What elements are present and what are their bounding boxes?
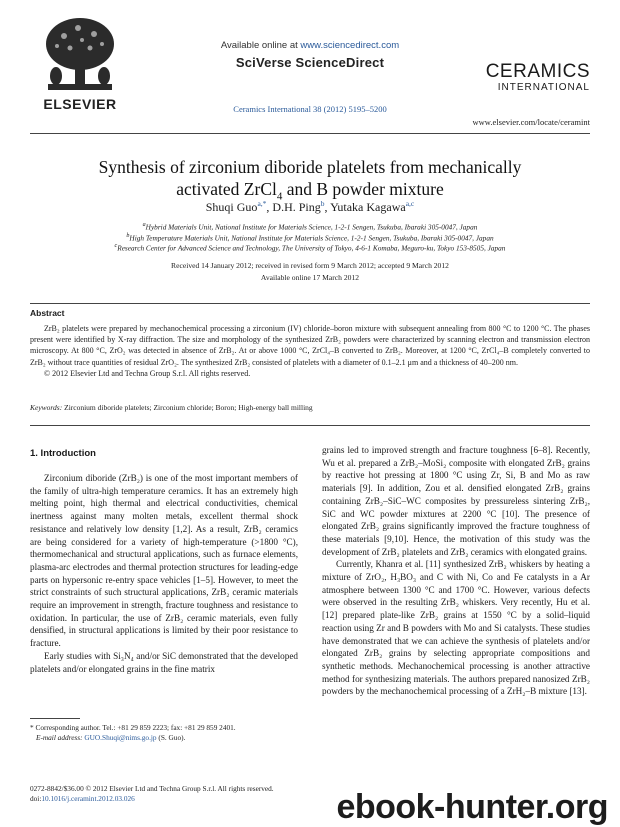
affiliation bbox=[40, 233, 580, 242]
author-affiliation-link[interactable]: a,c bbox=[405, 199, 415, 208]
abstract-text: ZrB₂ platelets were prepared by mechanochemical processing a zirconium (IV) chloride–boron mixture with subsequent annealing from 800 °C to 1200 °C. The phases present were identified by X-ray diffraction. The size and morphology of the synthesized ZrB₂ powders were characterized by scanning electron and transmission electron microscopy. At 800 °C, ZrO₂ was detected in absence of ZrB₂. At or above 1000 °C, ZrCl₄–B converted to ZrB₂. Moreover, at 1200 °C, ZrCl₄–B completely converted to ZrB₂ without trace quantities of residual ZrO₂. The synthesized ZrB₂ consisted of platelets with a diameter of 0.1–2.1 μm and a thickness of 40–200 nm. bbox=[30, 324, 590, 367]
email-label: E-mail address: bbox=[36, 733, 85, 742]
doi-label: doi: bbox=[30, 794, 42, 803]
sciencedirect-link[interactable]: www.sciencedirect.com bbox=[300, 40, 400, 51]
abstract-body bbox=[30, 323, 590, 379]
right-column bbox=[322, 444, 590, 698]
title-part: and B powder mixture bbox=[282, 179, 444, 199]
abstract-top-divider bbox=[30, 303, 590, 304]
availability-line bbox=[160, 40, 460, 51]
publisher-name: ELSEVIER bbox=[43, 96, 117, 112]
elsevier-logo bbox=[30, 14, 130, 118]
paragraph: Early studies with Si₃N₄ and/or SiC demonstrated that the developed platelets and/or elongated grains in the fine matrix bbox=[30, 650, 298, 674]
left-column bbox=[30, 472, 298, 675]
abstract-heading: Abstract bbox=[30, 308, 65, 318]
paragraph: Zirconium diboride (ZrB₂) is one of the most important members of the family of ultra-high temperature ceramics. It has an extremely high melting point, high thermal and electrical conductivities, chemical inertness against many molten metals, excellent thermal shock resistance and relatively low density [1,2]. As a result, ZrB₂ ceramics are being considered for a variety of high-temperature (>1800 °C), thermomechanical and structural applications, such as furnace elements, plasma-arc electrodes and thermal protection structures for leading-edge parts on hypersonic re-entry space vehicles [1–5]. However, to meet the strict constraints of such structural applications, ZrB₂ ceramic materials require an improvement in strength, fracture toughness and resistance to oxidation. In particular, the use of ZrB₂ ceramic materials, even fully densified, in structural applications is limited by their poor resistance to fracture. bbox=[30, 473, 298, 649]
author-affiliation-link[interactable]: b bbox=[320, 199, 325, 208]
journal-name-international: INTERNATIONAL bbox=[497, 82, 590, 93]
issn-copyright: 0272-8842/$36.00 © 2012 Elsevier Ltd and Techna Group S.r.l. All rights reserved. bbox=[30, 784, 274, 793]
journal-reference-link[interactable]: Ceramics International 38 (2012) 5195–5200 bbox=[233, 104, 387, 114]
paragraph: grains led to improved strength and fracture toughness [6–8]. Recently, Wu et al. prepared a ZrB₂–MoSi₂ composite with elongated ZrB₂ grains by reactive hot pressing at 1800 °C using Zr, Si, B and Mo as raw materials [9]. In addition, Zou et al. densified elongated ZrB₂ grains containing ZrB₂–SiC–WC composites by pressureless sintering ZrB₂, SiC and WC powder mixtures at 2200 °C [10]. The presence of elongated ZrB₂ grains significantly improved the fracture toughness of these materials [9,10]. Hence, the motivation of this study was the development of ZrB₂ platelets and ZrB₂ ceramics with elongated grains. bbox=[322, 445, 590, 557]
abstract-copyright: © 2012 Elsevier Ltd and Techna Group S.r.l. All rights reserved. bbox=[44, 368, 251, 378]
author-name: Yutaka Kagawa bbox=[330, 200, 406, 214]
affiliation-text: Research Center for Advanced Science and Technology, The University of Tokyo, 4-6-1 Komaba, Meguro-ku, Tokyo 153-8505, Japan bbox=[117, 243, 506, 253]
doi-link[interactable]: 10.1016/j.ceramint.2012.03.026 bbox=[41, 794, 135, 803]
paragraph: Currently, Khanra et al. [11] synthesized ZrB₂ whiskers by heating a mixture of ZrO₂, H₃BO₃ and C with Ni, Co and Fe catalysts in a Ar atmosphere between 1300 °C and 1700 °C. However, various defects were observed in the resulting ZrB₂ whiskers. Very recently, Hu et al. [12] prepared plate-like ZrB₂ grains at 1550 °C by a solid–liquid reaction using Zr and B powders with Mo and Si catalysts. These studies have demonstrated that we can achieve the synthesis of platelets and/or elongated ZrB₂ grains by selecting appropriate compositions and synthetic methods. Mechanochemical processing is another attractive method for synthesizing materials. The authors prepared nanosized ZrB₂ powders by the mechanochemical processing of a ZrH₂–B mixture [13]. bbox=[322, 559, 590, 697]
affiliation bbox=[40, 243, 580, 252]
author-name: Shuqi Guo bbox=[205, 200, 258, 214]
header-divider bbox=[30, 133, 590, 134]
author-list: Shuqi Guo$^{a,*}$, D.H. Ping$^b$, Yutaka Kagawa$^{a,c}$ bbox=[205, 199, 415, 214]
affiliation-marker: b bbox=[126, 233, 130, 239]
affiliation-text: High Temperature Materials Unit, National Institute for Materials Science, 1-2-1 Sengen, Tsukuba, Ibaraki 305-0047, Japan bbox=[129, 233, 494, 243]
affiliation-marker: c bbox=[114, 243, 118, 249]
keywords-label: Keywords: bbox=[30, 403, 63, 412]
email-suffix: (S. Guo). bbox=[156, 733, 186, 742]
journal-name-ceramics: CERAMICS bbox=[485, 61, 590, 82]
availability-text: Available online at bbox=[220, 40, 301, 51]
online-date: Available online 17 March 2012 bbox=[260, 273, 360, 282]
email-line bbox=[30, 733, 310, 743]
title-line-1: Synthesis of zirconium diboride platelets from mechanically bbox=[98, 157, 522, 177]
elsevier-tree-icon bbox=[42, 14, 118, 94]
title-part: activated ZrCl bbox=[176, 179, 277, 199]
section-heading-introduction: 1. Introduction bbox=[30, 448, 96, 459]
platform-name: SciVerse ScienceDirect bbox=[235, 55, 385, 70]
watermark-text: ebook-hunter.org bbox=[336, 788, 608, 826]
footnote-divider bbox=[30, 718, 80, 719]
keywords-line bbox=[30, 403, 590, 412]
corresponding-author-text: * Corresponding author. Tel.: +81 29 859 2223; fax: +81 29 859 2401. bbox=[30, 723, 236, 732]
received-dates: Received 14 January 2012; received in revised form 9 March 2012; accepted 9 March 2012 bbox=[171, 261, 449, 270]
affiliation-marker: a bbox=[142, 222, 146, 228]
email-link[interactable]: GUO.Shuqi@nims.go.jp bbox=[84, 733, 157, 742]
abstract-bottom-divider bbox=[30, 425, 590, 426]
affiliation bbox=[40, 222, 580, 231]
author-affiliation-link[interactable]: a,* bbox=[257, 199, 267, 208]
journal-url[interactable]: www.elsevier.com/locate/ceramint bbox=[472, 117, 590, 127]
author-name: D.H. Ping bbox=[272, 200, 321, 214]
keywords-text: Zirconium diboride platelets; Zirconium chloride; Boron; High-energy ball milling bbox=[64, 403, 313, 412]
title-subscript: 4 bbox=[276, 190, 283, 203]
corresponding-author-footnote bbox=[30, 723, 310, 743]
affiliation-text: Hybrid Materials Unit, National Institute for Materials Science, 1-2-1 Sengen, Tsukuba, Ibaraki 305-0047, Japan bbox=[145, 222, 478, 232]
